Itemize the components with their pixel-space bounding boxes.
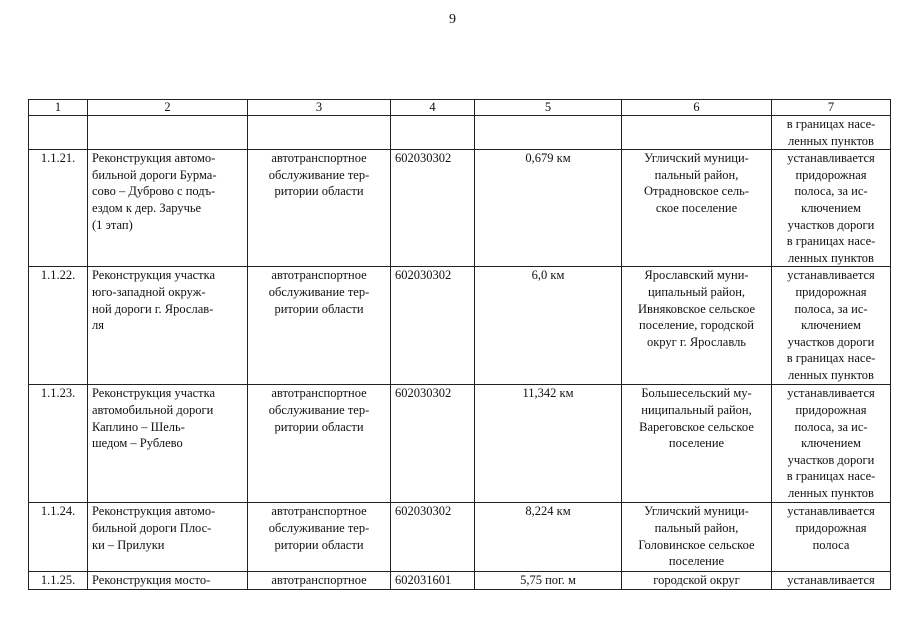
row-number-cell: 1.1.21. xyxy=(29,150,88,267)
location-cell: городской округ xyxy=(622,572,772,590)
table-row xyxy=(29,385,891,503)
purpose-cell: автотранспортное обслуживание тер- ритории области xyxy=(248,503,391,572)
code-cell: 602030302 xyxy=(391,267,475,385)
object-name-cell: Реконструкция мосто- xyxy=(88,572,248,590)
object-name-cell: Реконструкция участка автомобильной дороги Каплино – Шель- шедом – Рублево xyxy=(88,385,248,503)
table-row xyxy=(29,150,891,267)
zone-cell: устанавливается придорожная полоса, за ис- ключением участков дороги в границах насе- ленных пунктов xyxy=(772,150,891,267)
header-cell: 3 xyxy=(248,100,391,116)
purpose-cell: автотранспортное обслуживание тер- ритории области xyxy=(248,150,391,267)
header-cell: 2 xyxy=(88,100,248,116)
length-cell: 11,342 км xyxy=(475,385,622,503)
header-cell: 1 xyxy=(29,100,88,116)
table-cell xyxy=(391,116,475,150)
purpose-cell: автотранспортное xyxy=(248,572,391,590)
table-cell xyxy=(88,116,248,150)
location-cell: Большесельский му- ниципальный район, Вареговское сельское поселение xyxy=(622,385,772,503)
page-number: 9 xyxy=(449,12,456,27)
zone-cell: устанавливается придорожная полоса, за ис- ключением участков дороги в границах насе- ленных пунктов xyxy=(772,385,891,503)
code-cell: 602031601 xyxy=(391,572,475,590)
table-row xyxy=(29,503,891,572)
object-name-cell: Реконструкция автомо- бильной дороги Плос- ки – Прилуки xyxy=(88,503,248,572)
header-cell: 4 xyxy=(391,100,475,116)
table-cell xyxy=(248,116,391,150)
row-number-cell: 1.1.22. xyxy=(29,267,88,385)
purpose-cell: автотранспортное обслуживание тер- ритории области xyxy=(248,267,391,385)
code-cell: 602030302 xyxy=(391,503,475,572)
length-cell: 0,679 км xyxy=(475,150,622,267)
row-number-cell: 1.1.25. xyxy=(29,572,88,590)
header-cell: 7 xyxy=(772,100,891,116)
table-cell xyxy=(29,116,88,150)
length-cell: 8,224 км xyxy=(475,503,622,572)
zone-cell: устанавливается придорожная полоса, за ис- ключением участков дороги в границах насе- ленных пунктов xyxy=(772,267,891,385)
code-cell: 602030302 xyxy=(391,150,475,267)
table-row xyxy=(29,572,891,590)
zone-cell: устанавливается xyxy=(772,572,891,590)
purpose-cell: автотранспортное обслуживание тер- ритории области xyxy=(248,385,391,503)
code-cell: 602030302 xyxy=(391,385,475,503)
continuation-row xyxy=(29,116,891,150)
row-number-cell: 1.1.23. xyxy=(29,385,88,503)
header-row xyxy=(29,100,891,116)
header-cell: 6 xyxy=(622,100,772,116)
location-cell: Угличский муници- пальный район, Головинское сельское поселение xyxy=(622,503,772,572)
table-cell xyxy=(622,116,772,150)
table-row xyxy=(29,267,891,385)
zone-cell: в границах насе- ленных пунктов xyxy=(772,116,891,150)
object-name-cell: Реконструкция автомо- бильной дороги Бурма- сово – Дуброво с подъ- ездом к дер. Заручье (1 этап) xyxy=(88,150,248,267)
objects-table xyxy=(28,99,891,590)
row-number-cell: 1.1.24. xyxy=(29,503,88,572)
header-cell: 5 xyxy=(475,100,622,116)
length-cell: 5,75 пог. м xyxy=(475,572,622,590)
location-cell: Угличский муници- пальный район, Отрадновское сель- ское поселение xyxy=(622,150,772,267)
length-cell: 6,0 км xyxy=(475,267,622,385)
location-cell: Ярославский муни- ципальный район, Ивняковское сельское поселение, городской округ г. Ярославль xyxy=(622,267,772,385)
zone-cell: устанавливается придорожная полоса xyxy=(772,503,891,572)
table-cell xyxy=(475,116,622,150)
object-name-cell: Реконструкция участка юго-западной окруж- ной дороги г. Ярослав- ля xyxy=(88,267,248,385)
